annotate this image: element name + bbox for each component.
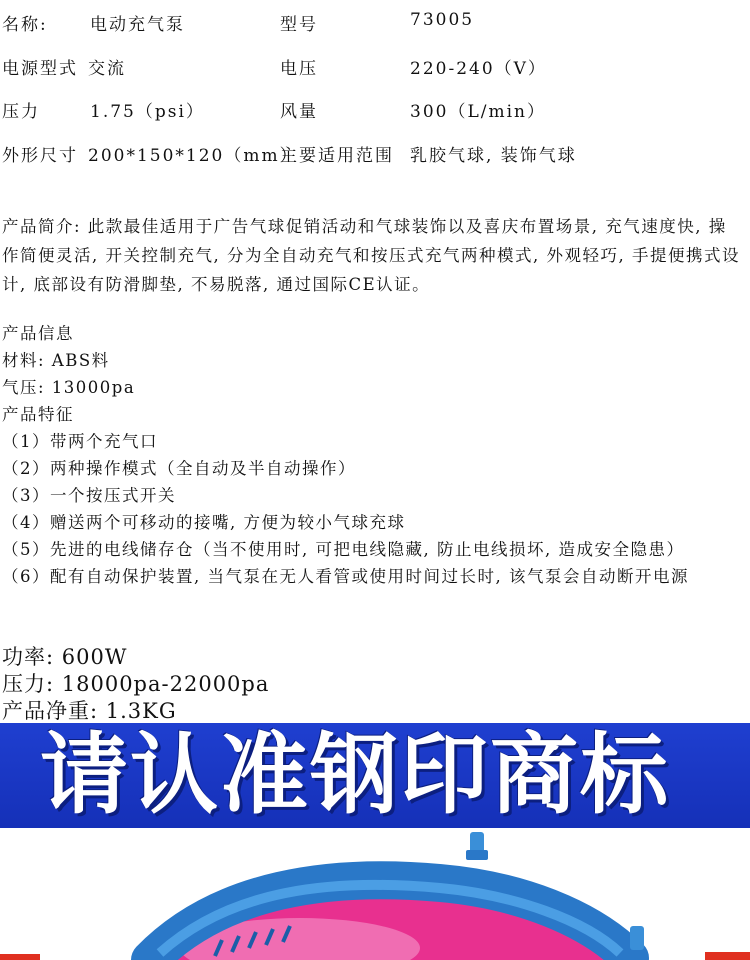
edge-mark-left (0, 954, 40, 960)
spec-label: 主要适用范围 (280, 146, 394, 166)
spec-label: 名称: (2, 15, 48, 35)
spec-value: 220-240（V） (410, 59, 547, 79)
spec-value: 电动充气泵 (90, 15, 185, 35)
spec-value: 73005 (410, 10, 475, 30)
spec-label: 压力 (2, 102, 40, 122)
spec-value: 交流 (88, 59, 126, 79)
spec-label: 电压 (280, 59, 318, 79)
balloon-pump-image (0, 828, 750, 960)
pressure-range-line: 压力: 18000pa-22000pa (2, 672, 270, 696)
trademark-banner (0, 723, 750, 828)
feature-item: （6）配有自动保护装置, 当气泵在无人看管或使用时间过长时, 该气泵会自动断开电源 (2, 567, 689, 586)
product-info-section (2, 320, 748, 590)
spec-value: 乳胶气球, 装饰气球 (410, 146, 577, 166)
spec-label: 风量 (280, 102, 318, 122)
feature-item: （3）一个按压式开关 (2, 486, 176, 505)
product-intro: 产品简介: 此款最佳适用于广告气球促销活动和气球装饰以及喜庆布置场景, 充气速度快, 操作简便灵活, 开关控制充气, 分为全自动充气和按压式充气两种模式, 外观轻巧, 手提便携式设计, 底部设有防滑脚垫, 不易脱落, 通过国际CE认证。 (2, 217, 740, 294)
spec-value: 300（L/min） (410, 102, 546, 122)
spec-label: 电源型式 (2, 59, 78, 79)
feature-item: （2）两种操作模式（全自动及半自动操作） (2, 459, 356, 478)
material-line: 材料: ABS料 (2, 351, 110, 370)
banner-text: 请认准钢印商标 (40, 723, 671, 826)
spec-label: 外形尺寸 (2, 146, 78, 166)
feature-item: （4）赠送两个可移动的接嘴, 方便为较小气球充球 (2, 513, 406, 532)
product-info-heading: 产品信息 (2, 324, 74, 343)
features-heading: 产品特征 (2, 405, 74, 424)
product-photo (0, 828, 750, 960)
feature-item: （5）先进的电线储存仓（当不使用时, 可把电线隐藏, 防止电线损坏, 造成安全隐患） (2, 540, 685, 559)
feature-item: （1）带两个充气口 (2, 432, 158, 451)
nozzle-left-base (466, 850, 488, 860)
edge-mark-right (705, 952, 750, 960)
power-line: 功率: 600W (2, 645, 128, 669)
air-pressure-line: 气压: 13000pa (2, 378, 136, 397)
spec-label: 型号 (280, 15, 318, 35)
nozzle-right (630, 926, 644, 950)
spec-value: 1.75（psi） (90, 102, 205, 122)
spec-value: 200*150*120（mm） (88, 146, 299, 166)
net-weight-line: 产品净重: 1.3KG (2, 699, 177, 723)
